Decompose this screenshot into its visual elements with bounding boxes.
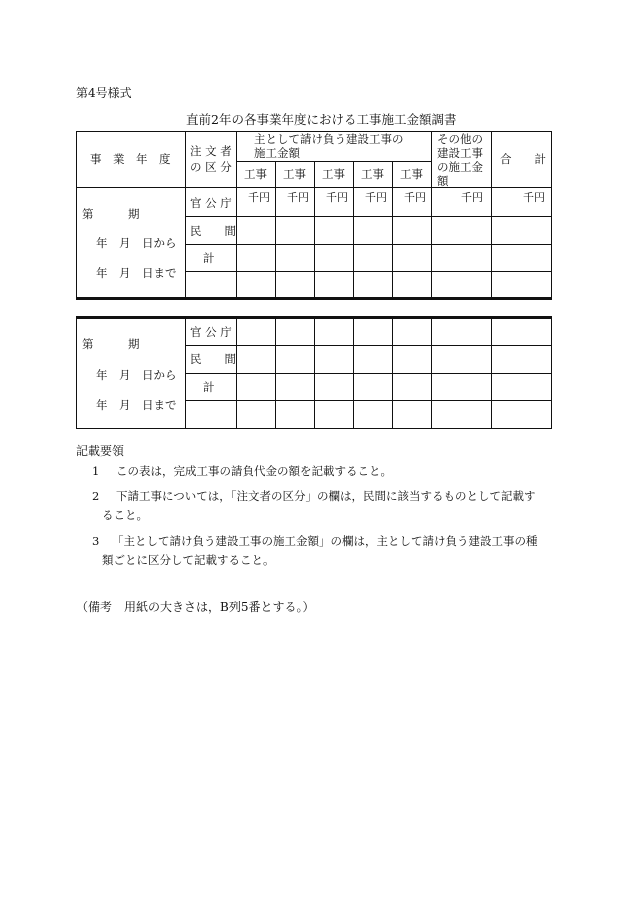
block1-period-label: 第 期 <box>82 207 140 221</box>
table-left-border-upper <box>76 131 77 300</box>
block2-row-private: 民 間 <box>190 352 236 366</box>
header-subdivision-line <box>236 161 431 162</box>
sub-header-construction-5: 工事 <box>400 167 423 181</box>
unit-col-4: 千円 <box>365 191 387 204</box>
col-line-construction-1-upper <box>275 161 276 300</box>
sub-header-construction-3: 工事 <box>322 167 345 181</box>
unit-col-1: 千円 <box>248 191 270 204</box>
header-main-construction-line2: 施工金額 <box>254 146 300 160</box>
header-main-construction-line1: 主として請け負う建設工事の <box>254 132 404 146</box>
block1-row-private: 民 間 <box>190 224 236 238</box>
col-line-total-upper <box>491 131 492 300</box>
note-3-line-1: 「主として請け負う建設工事の施工金額」の欄は，主として請け負う建設工事の種 <box>112 534 538 548</box>
col-line-construction-2-upper <box>314 161 315 300</box>
document-title: 直前2年の各事業年度における工事施工金額調書 <box>186 112 457 127</box>
block2-period-label: 第 期 <box>82 337 140 351</box>
block1-row-line-3 <box>185 271 551 272</box>
unit-col-other: 千円 <box>461 191 483 204</box>
col-line-construction-3-lower <box>353 316 354 429</box>
col-line-construction-4-upper <box>392 161 393 300</box>
col-line-other-lower <box>431 316 432 429</box>
block2-row-subtotal: 計 <box>203 380 215 394</box>
block2-period-from: 年 月 日から <box>96 368 177 382</box>
header-client-category-line1: 注 文 者 <box>190 144 232 158</box>
block1-row-line-1 <box>185 216 551 217</box>
header-other-line1: その他の <box>437 132 483 146</box>
col-line-main-lower <box>236 316 237 429</box>
sub-header-construction-1: 工事 <box>244 167 267 181</box>
sub-header-construction-2: 工事 <box>283 167 306 181</box>
remarks: （備考 用紙の大きさは，B列5番とする。） <box>76 600 315 614</box>
header-other-line3: の施工金 <box>437 160 483 174</box>
note-1-line-1: この表は，完成工事の請負代金の額を記載すること。 <box>116 464 392 478</box>
note-2-number: 2 <box>92 489 100 503</box>
col-line-total-lower <box>491 316 492 429</box>
header-business-year: 事 業 年 度 <box>90 152 171 166</box>
note-2-line-1: 下請工事については，「注文者の区分」の欄は，民間に該当するものとして記載す <box>116 489 536 503</box>
col-line-construction-2-lower <box>314 316 315 429</box>
block2-row-line-2 <box>185 373 551 374</box>
form-number: 第4号様式 <box>76 86 132 100</box>
note-3-line-2: 類ごとに区分して記載すること。 <box>102 553 275 567</box>
block1-period-from: 年 月 日から <box>96 236 177 250</box>
note-2-line-2: ること。 <box>102 508 148 522</box>
col-line-construction-3-upper <box>353 161 354 300</box>
unit-col-total: 千円 <box>523 191 545 204</box>
table-left-border-lower <box>76 316 77 429</box>
header-client-category-line2: の 区 分 <box>190 160 232 174</box>
block2-row-line-1 <box>185 345 551 346</box>
header-other-line4: 額 <box>437 174 449 188</box>
notes-heading: 記載要領 <box>76 444 125 458</box>
col-line-client-upper <box>185 131 186 300</box>
note-3-number: 3 <box>92 534 100 548</box>
note-1-number: 1 <box>92 464 100 478</box>
table-right-border-upper <box>551 131 552 300</box>
block2-row-government: 官 公 庁 <box>190 325 232 339</box>
col-line-client-lower <box>185 316 186 429</box>
col-line-construction-1-lower <box>275 316 276 429</box>
unit-col-2: 千円 <box>287 191 309 204</box>
sub-header-construction-4: 工事 <box>361 167 384 181</box>
header-total: 合 計 <box>500 152 546 166</box>
header-other-line2: 建設工事 <box>437 146 483 160</box>
col-line-other-upper <box>431 131 432 300</box>
block2-row-line-3 <box>185 400 551 401</box>
table-right-border-lower <box>551 316 552 429</box>
unit-col-5: 千円 <box>404 191 426 204</box>
col-line-construction-4-lower <box>392 316 393 429</box>
block1-row-line-2 <box>185 244 551 245</box>
block2-period-to: 年 月 日まで <box>96 398 177 412</box>
block1-row-subtotal: 計 <box>203 251 215 265</box>
block1-row-government: 官 公 庁 <box>190 196 232 210</box>
block1-period-to: 年 月 日まで <box>96 266 177 280</box>
unit-col-3: 千円 <box>326 191 348 204</box>
col-line-main-upper <box>236 131 237 300</box>
